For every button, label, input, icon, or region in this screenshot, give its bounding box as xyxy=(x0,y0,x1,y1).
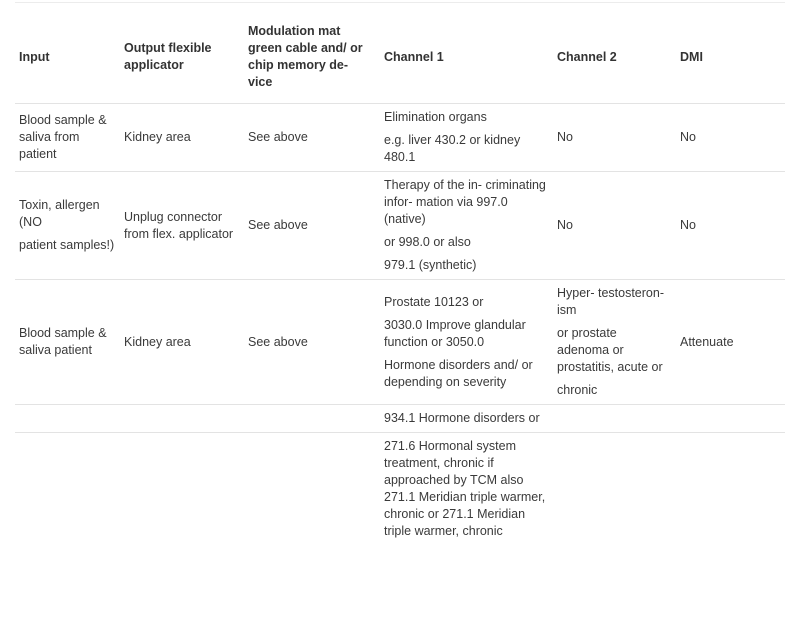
cell-output xyxy=(120,405,244,433)
cell-modulation: See above xyxy=(244,104,380,172)
cell-input xyxy=(15,405,120,433)
cell-text: 271.6 Hormonal system treatment, chronic if approached by TCM also 271.1 Meridian triple warmer, chronic or 271.1 Meridian triple warmer, chronic xyxy=(384,439,546,538)
cell-output xyxy=(120,280,244,405)
header-modulation-line: green cable and/ or xyxy=(248,41,363,55)
cell-text: e.g. liver 430.2 or kidney 480.1 xyxy=(384,133,521,164)
cell-text: patient xyxy=(19,147,57,161)
header-modulation xyxy=(244,14,380,104)
therapy-table xyxy=(15,14,785,545)
cell-output xyxy=(120,433,244,546)
cell-text: Hyper- testosteron- ism xyxy=(557,286,664,317)
cell-input xyxy=(15,104,120,172)
cell-channel1 xyxy=(380,104,553,172)
header-modulation-line: Modulation mat xyxy=(248,24,341,38)
header-modulation-line: chip memory de- xyxy=(248,58,349,72)
header-row xyxy=(15,14,785,104)
cell-dmi xyxy=(676,433,785,546)
header-output: Output flexible applicator xyxy=(120,14,244,104)
cell-modulation xyxy=(244,433,380,546)
cell-text: No xyxy=(557,130,573,144)
header-dmi: DMI xyxy=(676,14,785,104)
cell-dmi xyxy=(676,405,785,433)
cell-text: Kidney area xyxy=(124,130,191,144)
cell-text: or 998.0 or also xyxy=(384,235,471,249)
cell-dmi: No xyxy=(676,172,785,280)
cell-channel2 xyxy=(553,280,676,405)
cell-channel1 xyxy=(380,280,553,405)
table-row xyxy=(15,104,785,172)
cell-channel1 xyxy=(380,405,553,433)
header-input: Input xyxy=(15,14,120,104)
cell-text: No xyxy=(557,218,573,232)
cell-text: Blood sample & saliva patient xyxy=(19,326,107,357)
cell-channel1 xyxy=(380,172,553,280)
header-modulation-line: vice xyxy=(248,75,273,89)
top-divider xyxy=(15,2,785,3)
cell-text: Blood sample & xyxy=(19,113,107,127)
cell-text: Unplug connector from flex. applicator xyxy=(124,209,234,241)
cell-text: or prostate adenoma or prostatitis, acute or xyxy=(557,326,663,374)
cell-text: 979.1 (synthetic) xyxy=(384,258,477,272)
cell-input xyxy=(15,433,120,546)
cell-text: chronic xyxy=(557,383,598,397)
cell-channel1 xyxy=(380,433,553,546)
cell-text: Toxin, allergen (NO xyxy=(19,198,100,229)
cell-channel2 xyxy=(553,172,676,280)
table-row xyxy=(15,405,785,433)
cell-text: Prostate 10123 or xyxy=(384,294,484,309)
table-row xyxy=(15,280,785,405)
cell-text: 934.1 Hormone disorders or xyxy=(384,411,540,425)
cell-dmi: Attenuate xyxy=(676,280,785,405)
table-row xyxy=(15,172,785,280)
cell-output xyxy=(120,104,244,172)
cell-text: Hormone disorders and/ or depending on severity xyxy=(384,357,533,389)
cell-channel2 xyxy=(553,104,676,172)
cell-text: Kidney area xyxy=(124,334,191,349)
cell-text: Therapy of the in- criminating infor- mation via 997.0 (native) xyxy=(384,178,546,226)
cell-text: 3030.0 Improve glandular function or 3050.0 xyxy=(384,317,526,349)
header-channel1: Channel 1 xyxy=(380,14,553,104)
cell-output xyxy=(120,172,244,280)
cell-channel2 xyxy=(553,433,676,546)
cell-text: Elimination organs xyxy=(384,110,487,124)
cell-dmi: No xyxy=(676,104,785,172)
table-row xyxy=(15,433,785,546)
cell-modulation: See above xyxy=(244,172,380,280)
header-channel2: Channel 2 xyxy=(553,14,676,104)
cell-channel2 xyxy=(553,405,676,433)
cell-modulation xyxy=(244,405,380,433)
cell-modulation: See above xyxy=(244,280,380,405)
cell-text: patient samples!) xyxy=(19,238,115,252)
cell-input xyxy=(15,280,120,405)
cell-text: saliva from xyxy=(19,130,80,144)
cell-input xyxy=(15,172,120,280)
